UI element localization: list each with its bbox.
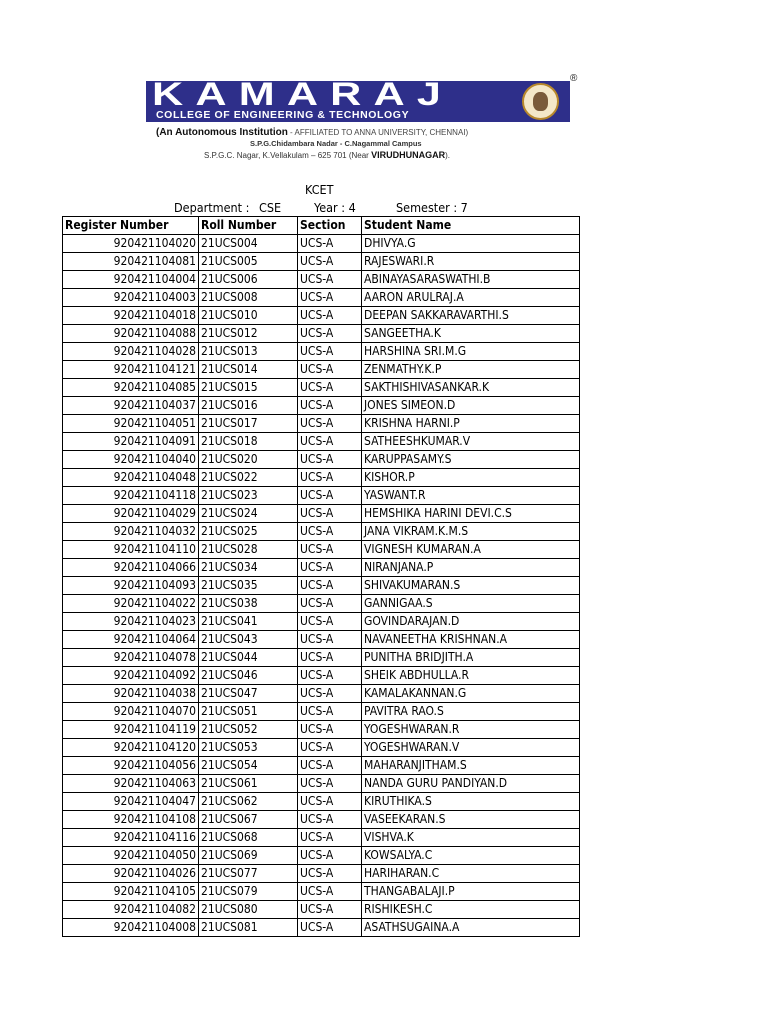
section-cell: UCS-A: [298, 901, 362, 919]
table-row: [63, 847, 580, 865]
roll-number-cell: 21UCS008: [199, 289, 298, 307]
table-row: [63, 361, 580, 379]
roll-number-cell: 21UCS077: [199, 865, 298, 883]
table-row: [63, 595, 580, 613]
register-number-cell: 920421104093: [63, 577, 199, 595]
student-name-cell: MAHARANJITHAM.S: [362, 757, 580, 775]
register-number-cell: 920421104119: [63, 721, 199, 739]
department-value: CSE: [259, 200, 282, 215]
section-cell: UCS-A: [298, 811, 362, 829]
register-number-cell: 920421104050: [63, 847, 199, 865]
logo-subtitle: COLLEGE OF ENGINEERING & TECHNOLOGY: [156, 109, 410, 121]
register-number-cell: 920421104037: [63, 397, 199, 415]
roll-number-cell: 21UCS067: [199, 811, 298, 829]
year-label: Year : 4: [314, 200, 356, 215]
section-cell: UCS-A: [298, 505, 362, 523]
roll-number-cell: 21UCS014: [199, 361, 298, 379]
register-number-cell: 920421104018: [63, 307, 199, 325]
table-body: [63, 235, 580, 937]
table-row: [63, 541, 580, 559]
student-name-cell: KOWSALYA.C: [362, 847, 580, 865]
student-name-cell: VISHVA.K: [362, 829, 580, 847]
register-number-cell: 920421104022: [63, 595, 199, 613]
roll-number-cell: 21UCS043: [199, 631, 298, 649]
section-cell: UCS-A: [298, 829, 362, 847]
table-row: [63, 433, 580, 451]
student-name-cell: YOGESHWARAN.R: [362, 721, 580, 739]
table-row: [63, 721, 580, 739]
logo-brand-text: KAMARAJ: [152, 81, 454, 112]
section-cell: UCS-A: [298, 253, 362, 271]
section-cell: UCS-A: [298, 721, 362, 739]
register-number-cell: 920421104051: [63, 415, 199, 433]
register-number-cell: 920421104120: [63, 739, 199, 757]
roll-number-cell: 21UCS023: [199, 487, 298, 505]
register-number-cell: 920421104029: [63, 505, 199, 523]
college-logo: [146, 75, 582, 165]
section-cell: UCS-A: [298, 649, 362, 667]
student-name-cell: ABINAYASARASWATHI.B: [362, 271, 580, 289]
roll-number-cell: 21UCS052: [199, 721, 298, 739]
table-header-row: [63, 217, 580, 235]
roll-number-cell: 21UCS020: [199, 451, 298, 469]
student-name-cell: AARON ARULRAJ.A: [362, 289, 580, 307]
student-name-cell: KRISHNA HARNI.P: [362, 415, 580, 433]
student-name-cell: HARIHARAN.C: [362, 865, 580, 883]
register-number-cell: 920421104088: [63, 325, 199, 343]
table-row: [63, 631, 580, 649]
register-number-cell: 920421104110: [63, 541, 199, 559]
register-number-cell: 920421104064: [63, 631, 199, 649]
section-cell: UCS-A: [298, 289, 362, 307]
register-number-cell: 920421104118: [63, 487, 199, 505]
student-name-cell: SAKTHISHIVASANKAR.K: [362, 379, 580, 397]
section-cell: UCS-A: [298, 271, 362, 289]
student-name-cell: YASWANT.R: [362, 487, 580, 505]
roll-number-cell: 21UCS034: [199, 559, 298, 577]
table-row: [63, 307, 580, 325]
section-cell: UCS-A: [298, 865, 362, 883]
student-name-cell: KISHOR.P: [362, 469, 580, 487]
register-number-cell: 920421104092: [63, 667, 199, 685]
table-row: [63, 289, 580, 307]
section-cell: UCS-A: [298, 397, 362, 415]
column-header-register-number: Register Number: [63, 217, 199, 235]
register-number-cell: 920421104008: [63, 919, 199, 937]
student-roll-table: [62, 216, 580, 937]
student-name-cell: SHEIK ABDHULLA.R: [362, 667, 580, 685]
table-row: [63, 271, 580, 289]
student-name-cell: JONES SIMEON.D: [362, 397, 580, 415]
roll-number-cell: 21UCS006: [199, 271, 298, 289]
section-cell: UCS-A: [298, 415, 362, 433]
table-row: [63, 667, 580, 685]
section-cell: UCS-A: [298, 559, 362, 577]
student-name-cell: KIRUTHIKA.S: [362, 793, 580, 811]
table-row: [63, 703, 580, 721]
register-number-cell: 920421104003: [63, 289, 199, 307]
roll-number-cell: 21UCS068: [199, 829, 298, 847]
table-row: [63, 559, 580, 577]
section-cell: UCS-A: [298, 775, 362, 793]
institute-code: KCET: [305, 182, 334, 197]
register-number-cell: 920421104081: [63, 253, 199, 271]
roll-number-cell: 21UCS054: [199, 757, 298, 775]
table-row: [63, 523, 580, 541]
student-name-cell: KAMALAKANNAN.G: [362, 685, 580, 703]
roll-number-cell: 21UCS005: [199, 253, 298, 271]
section-cell: UCS-A: [298, 631, 362, 649]
roll-number-cell: 21UCS022: [199, 469, 298, 487]
register-number-cell: 920421104048: [63, 469, 199, 487]
table-row: [63, 865, 580, 883]
section-cell: UCS-A: [298, 919, 362, 937]
table-row: [63, 325, 580, 343]
section-cell: UCS-A: [298, 469, 362, 487]
section-cell: UCS-A: [298, 667, 362, 685]
section-cell: UCS-A: [298, 361, 362, 379]
student-name-cell: RISHIKESH.C: [362, 901, 580, 919]
register-number-cell: 920421104056: [63, 757, 199, 775]
student-name-cell: PUNITHA BRIDJITH.A: [362, 649, 580, 667]
column-header-student-name: Student Name: [362, 217, 580, 235]
table-row: [63, 901, 580, 919]
section-cell: UCS-A: [298, 883, 362, 901]
section-cell: UCS-A: [298, 577, 362, 595]
roll-number-cell: 21UCS035: [199, 577, 298, 595]
register-number-cell: 920421104105: [63, 883, 199, 901]
table-row: [63, 757, 580, 775]
table-row: [63, 793, 580, 811]
register-number-cell: 920421104108: [63, 811, 199, 829]
register-number-cell: 920421104082: [63, 901, 199, 919]
table-row: [63, 775, 580, 793]
roll-number-cell: 21UCS080: [199, 901, 298, 919]
section-cell: UCS-A: [298, 433, 362, 451]
register-number-cell: 920421104020: [63, 235, 199, 253]
table-row: [63, 613, 580, 631]
student-name-cell: GANNIGAA.S: [362, 595, 580, 613]
student-name-cell: DHIVYA.G: [362, 235, 580, 253]
logo-affiliation-line: (An Autonomous Institution - AFFILIATED TO ANNA UNIVERSITY, CHENNAI): [156, 127, 469, 138]
student-name-cell: NAVANEETHA KRISHNAN.A: [362, 631, 580, 649]
roll-number-cell: 21UCS018: [199, 433, 298, 451]
register-number-cell: 920421104070: [63, 703, 199, 721]
student-name-cell: NANDA GURU PANDIYAN.D: [362, 775, 580, 793]
section-cell: UCS-A: [298, 757, 362, 775]
section-cell: UCS-A: [298, 343, 362, 361]
roll-number-cell: 21UCS081: [199, 919, 298, 937]
registered-mark: ®: [570, 73, 578, 84]
roll-number-cell: 21UCS041: [199, 613, 298, 631]
student-name-cell: SANGEETHA.K: [362, 325, 580, 343]
section-cell: UCS-A: [298, 847, 362, 865]
column-header-roll-number: Roll Number: [199, 217, 298, 235]
roll-number-cell: 21UCS024: [199, 505, 298, 523]
roll-number-cell: 21UCS047: [199, 685, 298, 703]
roll-number-cell: 21UCS012: [199, 325, 298, 343]
register-number-cell: 920421104047: [63, 793, 199, 811]
roll-number-cell: 21UCS015: [199, 379, 298, 397]
roll-number-cell: 21UCS025: [199, 523, 298, 541]
table-row: [63, 469, 580, 487]
roll-number-cell: 21UCS004: [199, 235, 298, 253]
section-cell: UCS-A: [298, 379, 362, 397]
student-name-cell: VIGNESH KUMARAN.A: [362, 541, 580, 559]
roll-number-cell: 21UCS079: [199, 883, 298, 901]
section-cell: UCS-A: [298, 793, 362, 811]
table-row: [63, 883, 580, 901]
register-number-cell: 920421104116: [63, 829, 199, 847]
roll-number-cell: 21UCS038: [199, 595, 298, 613]
table-row: [63, 685, 580, 703]
table-row: [63, 577, 580, 595]
register-number-cell: 920421104066: [63, 559, 199, 577]
register-number-cell: 920421104040: [63, 451, 199, 469]
student-name-cell: DEEPAN SAKKARAVARTHI.S: [362, 307, 580, 325]
register-number-cell: 920421104085: [63, 379, 199, 397]
table-row: [63, 919, 580, 937]
register-number-cell: 920421104028: [63, 343, 199, 361]
table-row: [63, 505, 580, 523]
section-cell: UCS-A: [298, 523, 362, 541]
student-name-cell: ASATHSUGAINA.A: [362, 919, 580, 937]
section-cell: UCS-A: [298, 685, 362, 703]
register-number-cell: 920421104121: [63, 361, 199, 379]
table-row: [63, 811, 580, 829]
table-row: [63, 739, 580, 757]
student-name-cell: PAVITRA RAO.S: [362, 703, 580, 721]
semester-label: Semester : 7: [396, 200, 468, 215]
table-row: [63, 379, 580, 397]
register-number-cell: 920421104091: [63, 433, 199, 451]
roll-number-cell: 21UCS046: [199, 667, 298, 685]
table-row: [63, 649, 580, 667]
section-cell: UCS-A: [298, 595, 362, 613]
student-name-cell: GOVINDARAJAN.D: [362, 613, 580, 631]
student-name-cell: KARUPPASAMY.S: [362, 451, 580, 469]
register-number-cell: 920421104078: [63, 649, 199, 667]
register-number-cell: 920421104063: [63, 775, 199, 793]
table-row: [63, 253, 580, 271]
roll-number-cell: 21UCS016: [199, 397, 298, 415]
section-cell: UCS-A: [298, 325, 362, 343]
roll-number-cell: 21UCS053: [199, 739, 298, 757]
table-row: [63, 451, 580, 469]
logo-campus-line: S.P.G.Chidambara Nadar - C.Nagammal Campus: [250, 139, 422, 148]
column-header-section: Section: [298, 217, 362, 235]
roll-number-cell: 21UCS051: [199, 703, 298, 721]
section-cell: UCS-A: [298, 739, 362, 757]
register-number-cell: 920421104023: [63, 613, 199, 631]
table-row: [63, 235, 580, 253]
roll-number-cell: 21UCS044: [199, 649, 298, 667]
roll-number-cell: 21UCS010: [199, 307, 298, 325]
student-name-cell: HEMSHIKA HARINI DEVI.C.S: [362, 505, 580, 523]
register-number-cell: 920421104032: [63, 523, 199, 541]
section-cell: UCS-A: [298, 613, 362, 631]
table-row: [63, 397, 580, 415]
student-name-cell: NIRANJANA.P: [362, 559, 580, 577]
table-row: [63, 487, 580, 505]
student-name-cell: VASEEKARAN.S: [362, 811, 580, 829]
register-number-cell: 920421104038: [63, 685, 199, 703]
section-cell: UCS-A: [298, 541, 362, 559]
student-name-cell: ZENMATHY.K.P: [362, 361, 580, 379]
register-number-cell: 920421104004: [63, 271, 199, 289]
logo-banner: [146, 81, 570, 122]
student-name-cell: SHIVAKUMARAN.S: [362, 577, 580, 595]
table-row: [63, 829, 580, 847]
section-cell: UCS-A: [298, 703, 362, 721]
section-cell: UCS-A: [298, 451, 362, 469]
department-label: Department :: [174, 200, 250, 215]
student-name-cell: RAJESWARI.R: [362, 253, 580, 271]
roll-number-cell: 21UCS013: [199, 343, 298, 361]
college-seal-icon: [522, 83, 559, 120]
section-cell: UCS-A: [298, 235, 362, 253]
student-name-cell: JANA VIKRAM.K.M.S: [362, 523, 580, 541]
section-cell: UCS-A: [298, 487, 362, 505]
student-name-cell: YOGESHWARAN.V: [362, 739, 580, 757]
roll-number-cell: 21UCS069: [199, 847, 298, 865]
register-number-cell: 920421104026: [63, 865, 199, 883]
logo-address-line: S.P.G.C. Nagar, K.Vellakulam – 625 701 (Near VIRUDHUNAGAR).: [204, 150, 450, 160]
table-row: [63, 343, 580, 361]
roll-number-cell: 21UCS017: [199, 415, 298, 433]
student-name-cell: HARSHINA SRI.M.G: [362, 343, 580, 361]
roll-number-cell: 21UCS062: [199, 793, 298, 811]
roll-number-cell: 21UCS028: [199, 541, 298, 559]
table-row: [63, 415, 580, 433]
roll-number-cell: 21UCS061: [199, 775, 298, 793]
section-cell: UCS-A: [298, 307, 362, 325]
student-name-cell: THANGABALAJI.P: [362, 883, 580, 901]
student-name-cell: SATHEESHKUMAR.V: [362, 433, 580, 451]
